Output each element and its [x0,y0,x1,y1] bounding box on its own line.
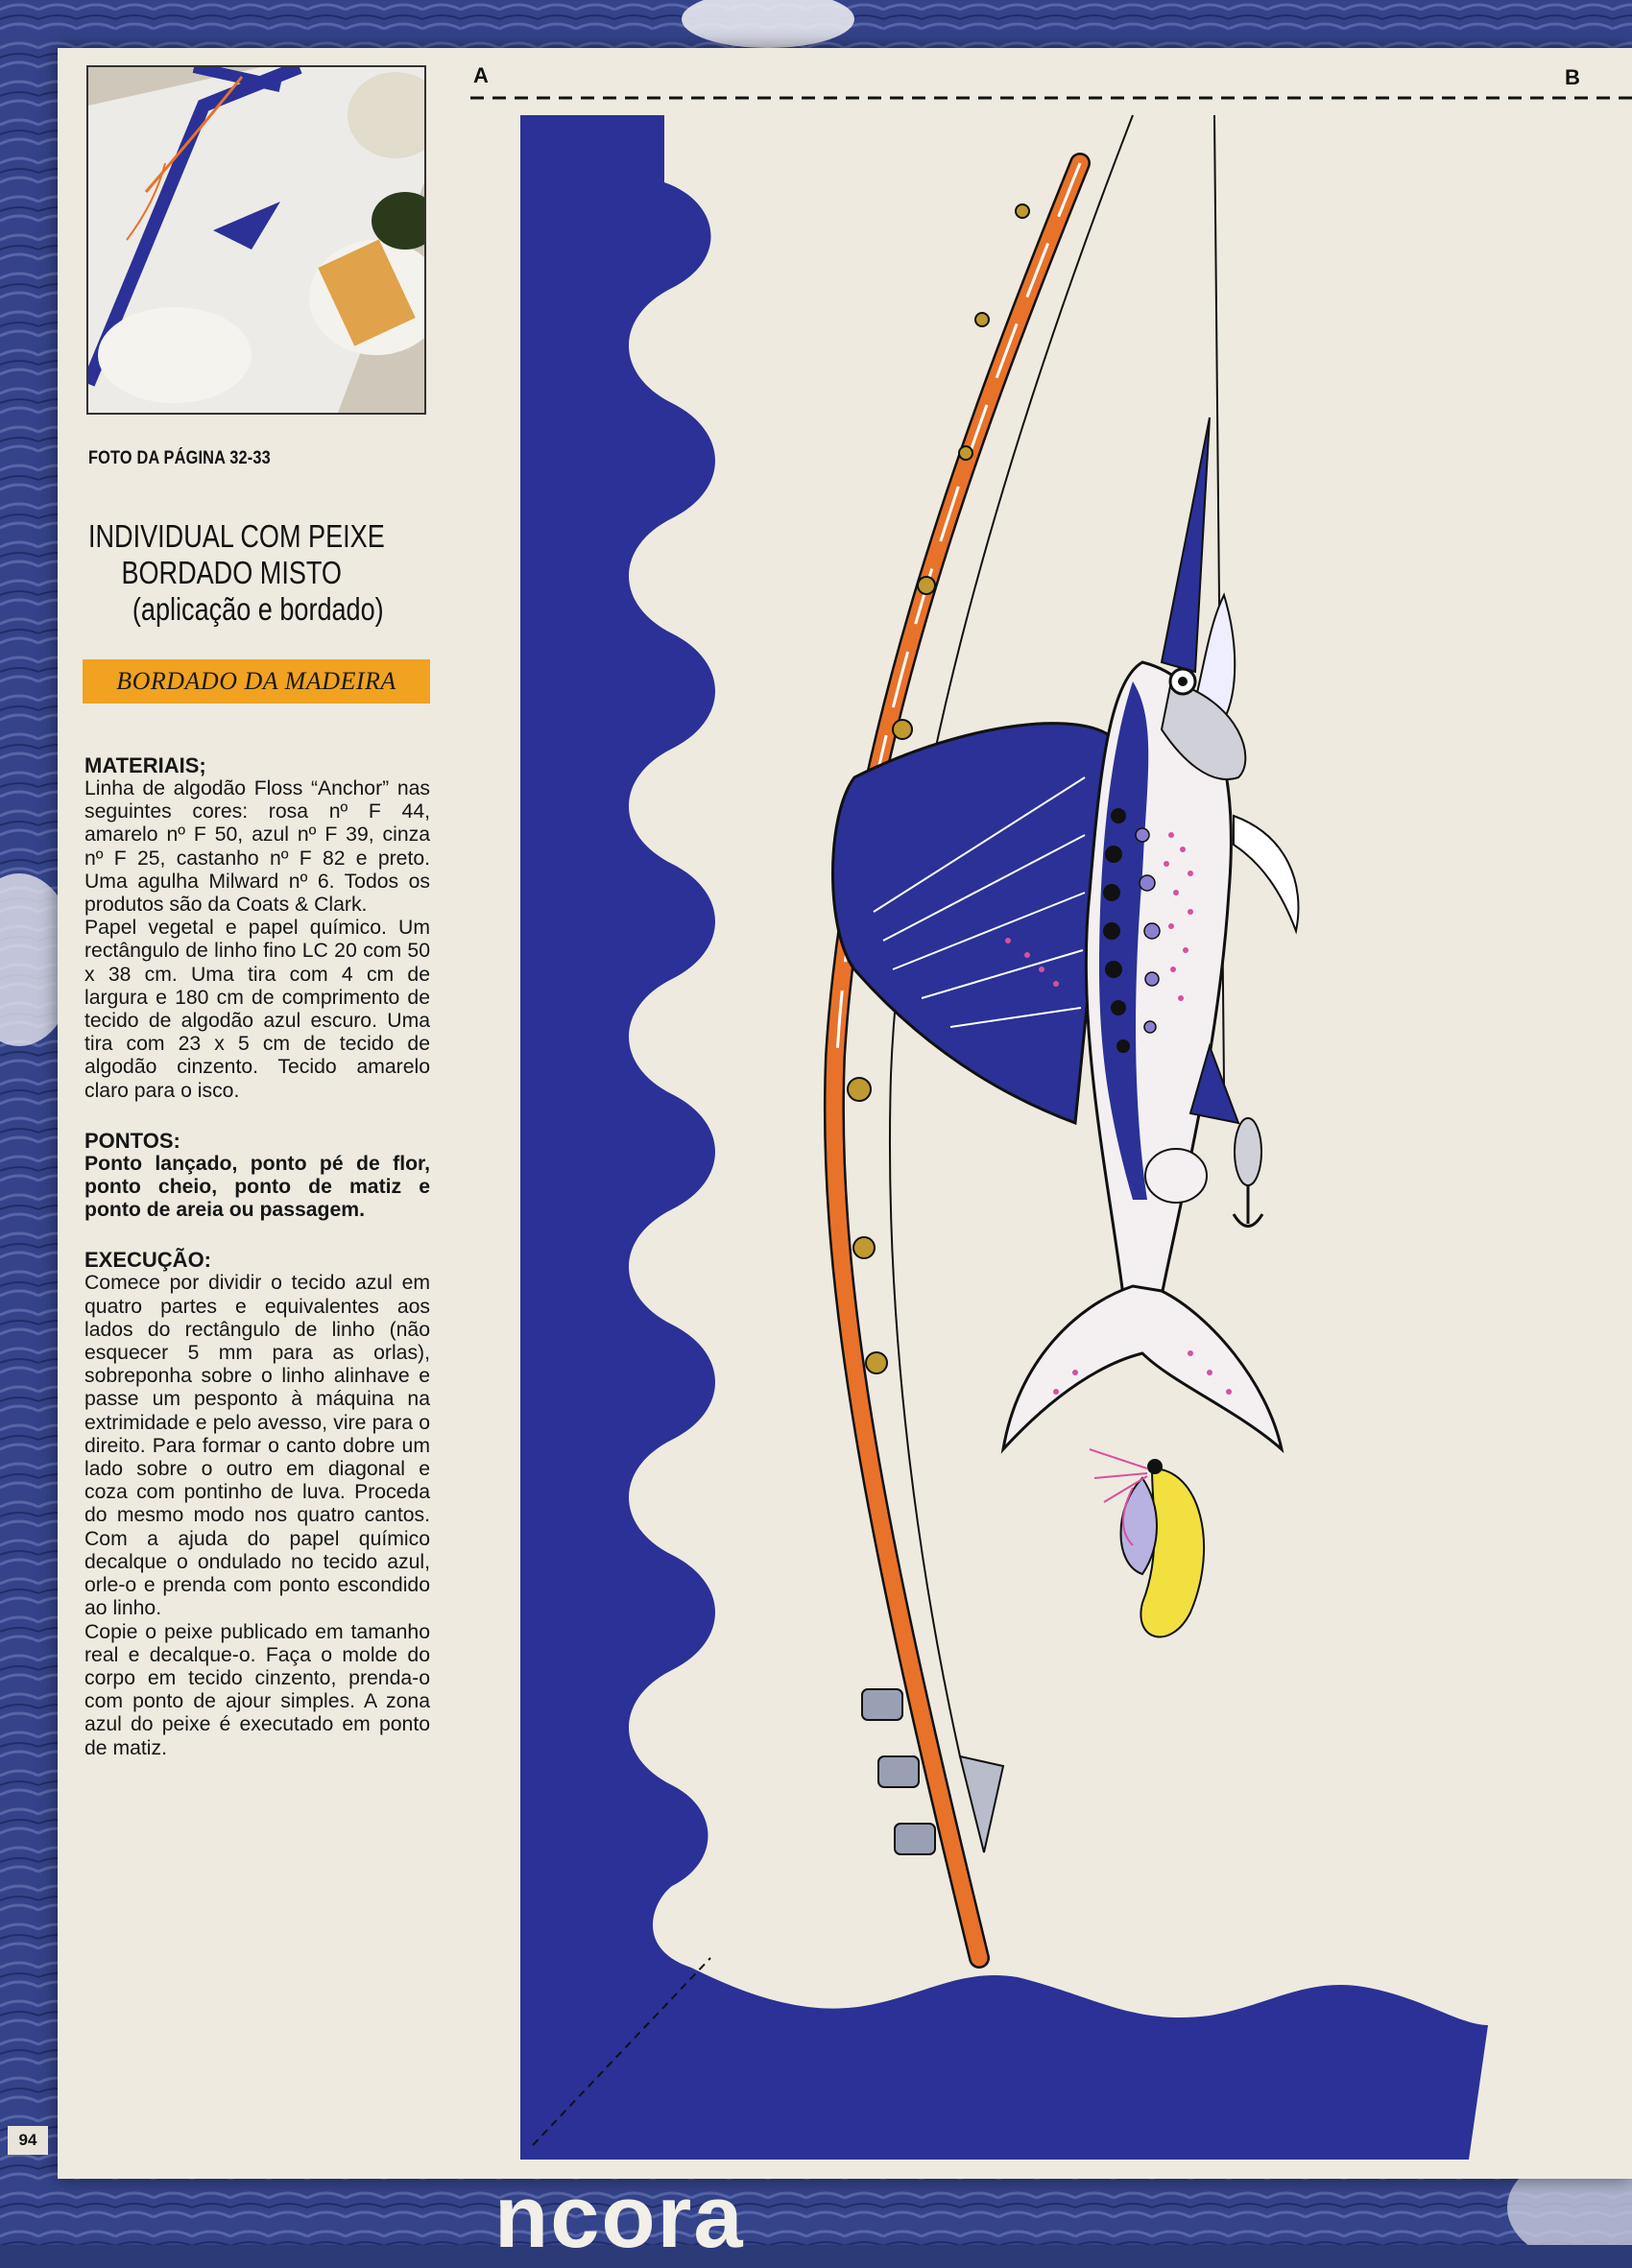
sailfish-illustration [833,418,1299,1449]
title-line-2: BORDADO MISTO [121,555,342,590]
page-number: 94 [8,2126,48,2155]
execution-paragraph-2: Copie o peixe publicado em tamanho real e decalque-o. Faça o molde do corpo em tecido cinzento, prenda-o com ponto de ajour simples. A zona azul do peixe é executado em ponto de matiz. [84,1620,430,1759]
materials-heading: MATERIAIS; [84,753,206,777]
magazine-page [18,48,1632,2179]
stitches-heading: PONTOS: [84,1128,180,1153]
category-badge: BORDADO DA MADEIRA [83,659,430,704]
materials-paragraph-2: Papel vegetal e papel químico. Um rectângulo de linho fino LC 20 com 50 x 38 cm. Uma tira com 4 cm de largura e 180 cm de comprimento de tecido de algodão azul escuro. Uma tira com 23 x 5 cm de tecido de algodão cinzento. Tecido amarelo claro para o isco. [84,917,430,1102]
title-line-1: INDIVIDUAL COM PEIXE [88,518,385,554]
title-line-3: (aplicação e bordado) [132,591,384,627]
brand-watermark-text: ncora [494,2168,745,2266]
lure-icon [1090,1449,1204,1636]
execution-heading: EXECUÇÃO: [84,1248,212,1273]
wavy-border [520,115,1488,2160]
photo-caption: FOTO DA PÁGINA 32-33 [88,448,271,468]
marker-a: A [473,63,489,87]
embroidery-pattern [58,48,1632,2179]
stitches-text: Ponto lançado, ponto pé de flor, ponto cheio, ponto de matiz e ponto de areia ou passagem. [84,1152,430,1222]
execution-paragraph-1: Comece por dividir o tecido azul em quatro partes e equivalentes aos lados do rectângulo de linho (não esquecer 5 mm para as orlas), sobreponha sobre o linho alinhave e passe um pesponto à máquina na extrimidade e pelo avesso, vire para o direito. Para formar o canto dobre um lado sobre o outro em diagonal e coza com pontinho de luva. Proceda do mesmo modo nos quatro cantos. Com a ajuda do papel químico decalque o ondulado no tecido azul, orle-o e prenda com ponto escondido ao linho. [84,1272,430,1620]
marker-b: B [1565,65,1580,89]
hook-icon [1234,1118,1262,1227]
materials-paragraph-1: Linha de algodão Floss “Anchor” nas seguintes cores: rosa nº F 44, amarelo nº F 50, azul nº F 39, cinza nº F 25, castanho nº F 82 e preto. Uma agulha Milward nº 6. Todos os produtos são da Coats & Clark. [84,777,430,917]
